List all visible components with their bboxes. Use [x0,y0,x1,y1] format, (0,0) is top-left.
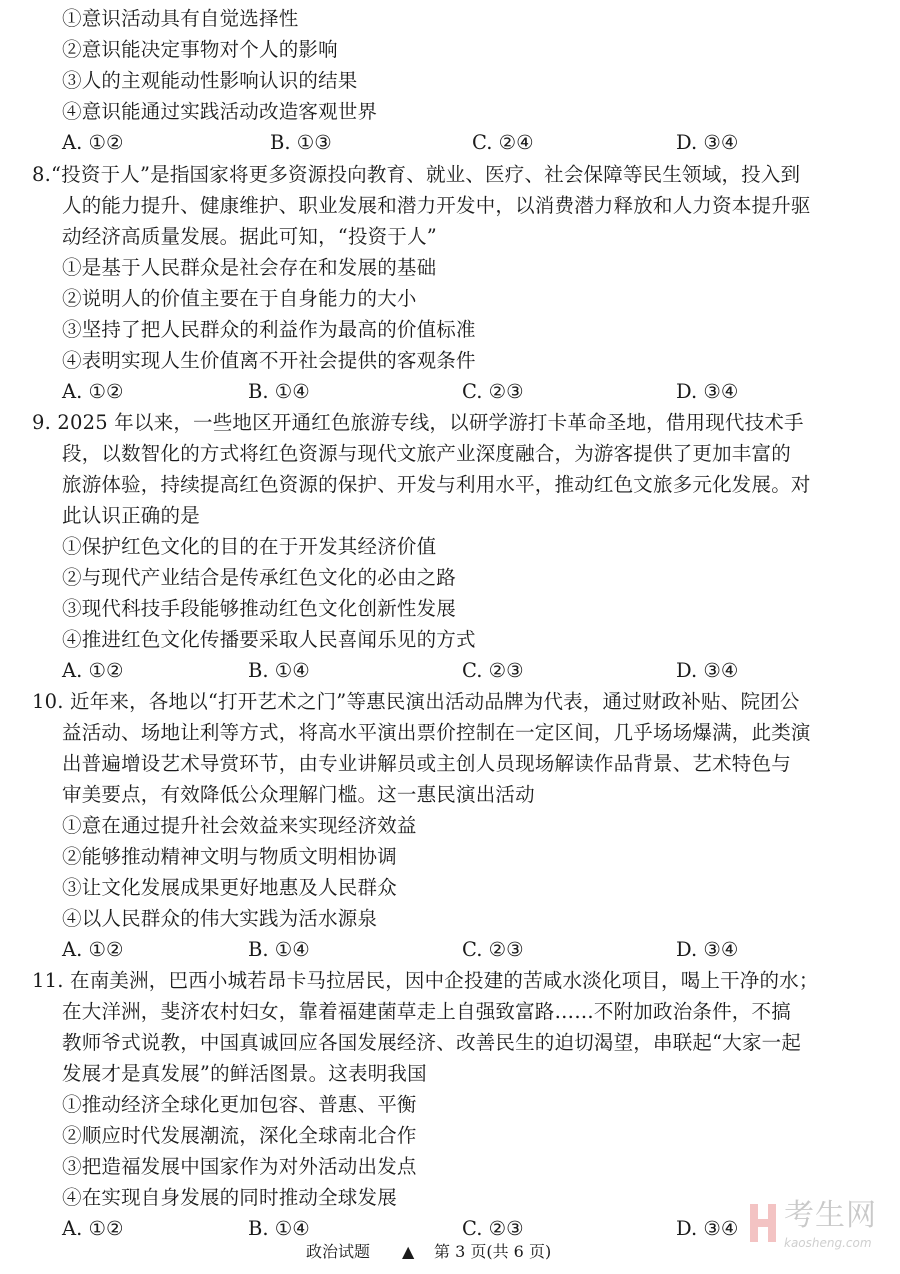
q8-stem-line-1: 8.“投资于人”是指国家将更多资源投向教育、就业、医疗、社会保障等民生领域，投入到 [32,163,801,186]
q8-option-c: C. ②③ [462,380,524,403]
q10-item-3: ③让文化发展成果更好地惠及人民群众 [62,876,397,899]
q7-options [0,128,900,158]
kaosheng-watermark [748,1196,888,1262]
q8-option-d: D. ③④ [676,380,739,403]
q10-item-2: ②能够推动精神文明与物质文明相协调 [62,845,397,868]
q9-stem-line-3: 旅游体验，持续提高红色资源的保护、开发与利用水平，推动红色文旅多元化发展。对 [62,473,811,496]
q9-item-2: ②与现代产业结合是传承红色文化的必由之路 [62,566,457,589]
q9-item-4: ④推进红色文化传播要采取人民喜闻乐见的方式 [62,628,476,651]
q10-item-1: ①意在通过提升社会效益来实现经济效益 [62,814,417,837]
q9-stem-line-1: 9. 2025 年以来，一些地区开通红色旅游专线，以研学游打卡革命圣地，借用现代技术手 [32,411,804,434]
q8-item-4: ④表明实现人生价值离不开社会提供的客观条件 [62,349,476,372]
q8-options [0,377,900,407]
q7-item-2: ②意识能决定事物对个人的影响 [62,38,338,61]
q9-stem-line-2: 段，以数智化的方式将红色资源与现代文旅产业深度融合，为游客提供了更加丰富的 [62,442,791,465]
watermark-brand: 考生网 [784,1198,877,1233]
q11-option-a: A. ①② [62,1217,124,1240]
q10-stem-line-3: 出普遍增设艺术导赏环节，由专业讲解员或主创人员现场解读作品背景、艺术特色与 [62,752,791,775]
q11-stem-line-2: 在大洋洲，斐济农村妇女，靠着福建菌草走上自强致富路……不附加政治条件，不搞 [62,1000,791,1023]
q10-stem-line-2: 益活动、场地让利等方式，将高水平演出票价控制在一定区间，几乎场场爆满，此类演 [62,721,811,744]
q8-option-a: A. ①② [62,380,124,403]
q8-item-1: ①是基于人民群众是社会存在和发展的基础 [62,256,437,279]
q9-item-1: ①保护红色文化的目的在于开发其经济价值 [62,535,437,558]
q9-item-3: ③现代科技手段能够推动红色文化创新性发展 [62,597,457,620]
q9-option-a: A. ①② [62,659,124,682]
q11-item-4: ④在实现自身发展的同时推动全球发展 [62,1186,397,1209]
q9-option-c: C. ②③ [462,659,524,682]
footer-subject: 政治试题 [306,1242,371,1261]
q10-stem-line-1: 10. 近年来，各地以“打开艺术之门”等惠民演出活动品牌为代表，通过财政补贴、院团公 [32,690,800,713]
q7-item-3: ③人的主观能动性影响认识的结果 [62,69,358,92]
q8-stem-line-2: 人的能力提升、健康维护、职业发展和潜力开发中，以消费潜力释放和人力资本提升驱 [62,194,811,217]
q7-option-d: D. ③④ [676,131,739,154]
q10-item-4: ④以人民群众的伟大实践为活水源泉 [62,907,378,930]
watermark-domain: kaosheng.com [784,1236,872,1250]
q11-option-d: D. ③④ [676,1217,739,1240]
q8-item-2: ②说明人的价值主要在于自身能力的大小 [62,287,417,310]
q7-item-1: ①意识活动具有自觉选择性 [62,7,299,30]
q8-option-b: B. ①④ [248,380,310,403]
q11-item-3: ③把造福发展中国家作为对外活动出发点 [62,1155,417,1178]
q7-option-c: C. ②④ [472,131,534,154]
q11-item-1: ①推动经济全球化更加包容、普惠、平衡 [62,1093,417,1116]
footer-page-number: 第 3 页(共 6 页) [434,1242,552,1261]
q11-stem-line-4: 发展才是真发展”的鲜活图景。这表明我国 [62,1062,427,1085]
kaosheng-logo-icon [748,1200,778,1246]
q11-option-c: C. ②③ [462,1217,524,1240]
q7-option-a: A. ①② [62,131,124,154]
q9-option-b: B. ①④ [248,659,310,682]
q8-item-3: ③坚持了把人民群众的利益作为最高的价值标准 [62,318,476,341]
q10-option-a: A. ①② [62,938,124,961]
q8-stem-line-3: 动经济高质量发展。据此可知，“投资于人” [62,225,437,248]
q11-stem-line-1: 11. 在南美洲，巴西小城若昂卡马拉居民，因中企投建的苦咸水淡化项目，喝上干净的水； [32,969,819,992]
q11-stem-line-3: 教师爷式说教，中国真诚回应各国发展经济、改善民生的迫切渴望，串联起“大家一起 [62,1031,802,1054]
q9-option-d: D. ③④ [676,659,739,682]
q11-item-2: ②顺应时代发展潮流，深化全球南北合作 [62,1124,417,1147]
q10-option-c: C. ②③ [462,938,524,961]
q7-option-b: B. ①③ [270,131,332,154]
q7-item-4: ④意识能通过实践活动改造客观世界 [62,100,378,123]
footer-triangle-icon: ▲ [402,1242,415,1261]
q10-stem-line-4: 审美要点，有效降低公众理解门槛。这一惠民演出活动 [62,783,535,806]
q10-option-d: D. ③④ [676,938,739,961]
q10-options [0,935,900,965]
q10-option-b: B. ①④ [248,938,310,961]
q9-stem-line-4: 此认识正确的是 [62,504,200,527]
q9-options [0,656,900,686]
q11-option-b: B. ①④ [248,1217,310,1240]
